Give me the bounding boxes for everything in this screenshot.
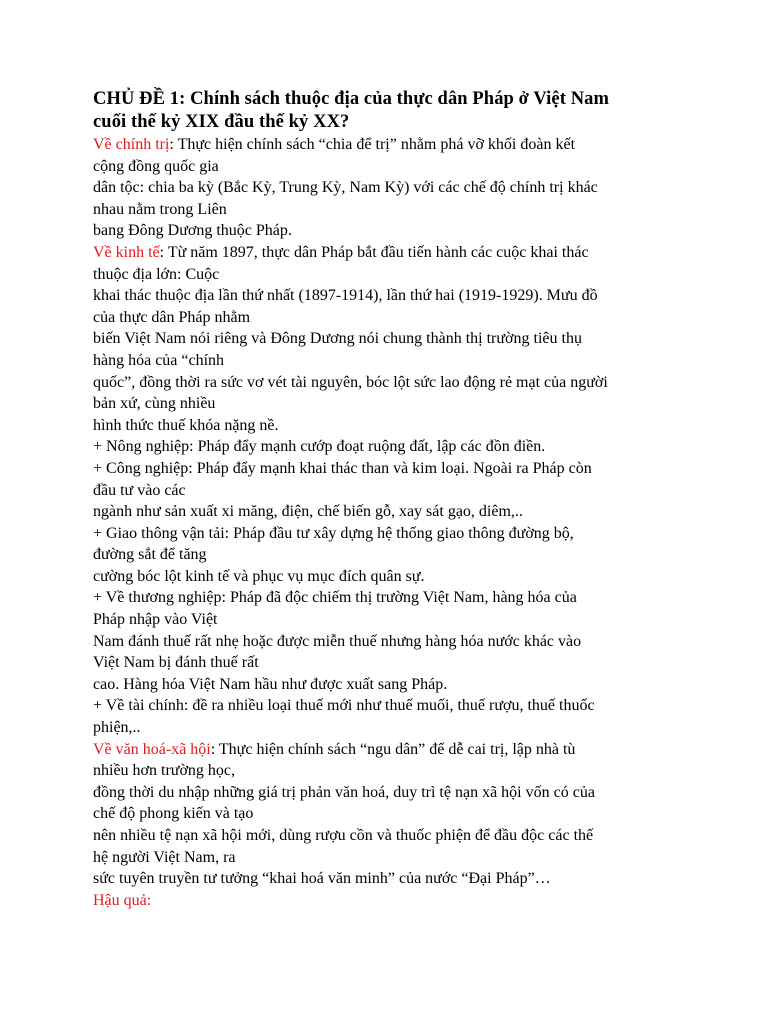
commerce-line: Pháp nhập vào Việt [93, 611, 218, 629]
economy-text: : Từ năm 1897, thực dân Pháp bắt đầu tiến hành các cuộc khai thác [159, 243, 589, 261]
culture-line: chế độ phong kiến và tạo [93, 805, 254, 823]
economy-line: thuộc địa lớn: Cuộc [93, 265, 220, 283]
economy-line-1 [93, 242, 693, 264]
politics-line: cộng đồng quốc gia [93, 157, 219, 175]
culture-text: : Thực hiện chính sách “ngu dân” để dễ cai trị, lập nhà tù [210, 740, 576, 758]
finance-line: + Về tài chính: đề ra nhiều loại thuế mới như thuế muối, thuế rượu, thuế thuốc [93, 697, 595, 715]
politics-line: nhau nằm trong Liên [93, 200, 227, 218]
culture-line: hệ người Việt Nam, ra [93, 848, 236, 866]
culture-heading: Về văn hoá-xã hội [93, 740, 211, 758]
economy-line: của thực dân Pháp nhằm [93, 308, 251, 326]
transport-line: đường sắt để tăng [93, 546, 207, 564]
section-economy [93, 242, 693, 739]
politics-line: bang Đông Dương thuộc Pháp. [93, 222, 292, 240]
title-line-1: CHỦ ĐỀ 1: Chính sách thuộc địa của thực dân Pháp ở Việt Nam [93, 89, 610, 109]
industry-line: đầu tư vào các [93, 481, 186, 499]
economy-line: biến Việt Nam nói riêng và Đông Dương nói chung thành thị trường tiêu thụ [93, 330, 582, 348]
commerce-line: Việt Nam bị đánh thuế rất [93, 654, 259, 672]
economy-line: khai thác thuộc địa lần thứ nhất (1897-1914), lần thứ hai (1919-1929). Mưu đồ [93, 287, 598, 305]
document-title [93, 88, 693, 133]
document-body [93, 88, 693, 911]
section-consequences [93, 890, 693, 912]
commerce-line: cao. Hàng hóa Việt Nam hầu như được xuất sang Pháp. [93, 675, 448, 693]
economy-line: hình thức thuế khóa nặng nề. [93, 416, 279, 434]
culture-line: sức tuyên truyền tư tưởng “khai hoá văn minh” của nước “Đại Pháp”… [93, 870, 551, 888]
section-culture-society [93, 739, 693, 890]
culture-line: nhiều hơn trường học, [93, 762, 236, 780]
agriculture-line: + Nông nghiệp: Pháp đẩy mạnh cướp đoạt ruộng đất, lập các đồn điền. [93, 438, 546, 456]
transport-line: cường bóc lột kinh tế và phục vụ mục đích quân sự. [93, 567, 425, 585]
economy-heading: Về kinh tế [93, 243, 160, 261]
section-politics [93, 134, 693, 242]
culture-line-1 [93, 739, 693, 761]
industry-line: + Công nghiệp: Pháp đẩy mạnh khai thác than và kim loại. Ngoài ra Pháp còn [93, 459, 592, 477]
culture-line: đồng thời du nhập những giá trị phản văn hoá, duy trì tệ nạn xã hội vốn có của [93, 783, 595, 801]
politics-line: dân tộc: chia ba kỳ (Bắc Kỳ, Trung Kỳ, Nam Kỳ) với các chế độ chính trị khác [93, 179, 598, 197]
title-line-2: cuối thế kỷ XIX đầu thế kỷ XX? [93, 111, 350, 132]
politics-line-1 [93, 134, 693, 156]
consequences-heading: Hậu quả: [93, 891, 152, 909]
industry-line: ngành như sản xuất xi măng, điện, chế biến gỗ, xay sát gạo, diêm,.. [93, 503, 523, 521]
transport-line: + Giao thông vận tải: Pháp đầu tư xây dựng hệ thống giao thông đường bộ, [93, 524, 574, 542]
economy-line: bản xứ, cùng nhiều [93, 395, 216, 413]
politics-heading: Về chính trị [93, 136, 170, 153]
politics-text: : Thực hiện chính sách “chia để trị” nhằm phá vỡ khối đoàn kết [169, 136, 576, 153]
economy-line: hàng hóa của “chính [93, 351, 225, 369]
commerce-line: + Về thương nghiệp: Pháp đã độc chiếm thị trường Việt Nam, hàng hóa của [93, 589, 577, 607]
commerce-line: Nam đánh thuế rất nhẹ hoặc được miễn thuế nhưng hàng hóa nước khác vào [93, 632, 582, 650]
economy-line: quốc”, đồng thời ra sức vơ vét tài nguyên, bóc lột sức lao động rẻ mạt của người [93, 373, 608, 391]
finance-line: phiện,.. [93, 719, 141, 737]
culture-line: nên nhiều tệ nạn xã hội mới, dùng rượu cồn và thuốc phiện để đầu độc các thế [93, 827, 594, 844]
